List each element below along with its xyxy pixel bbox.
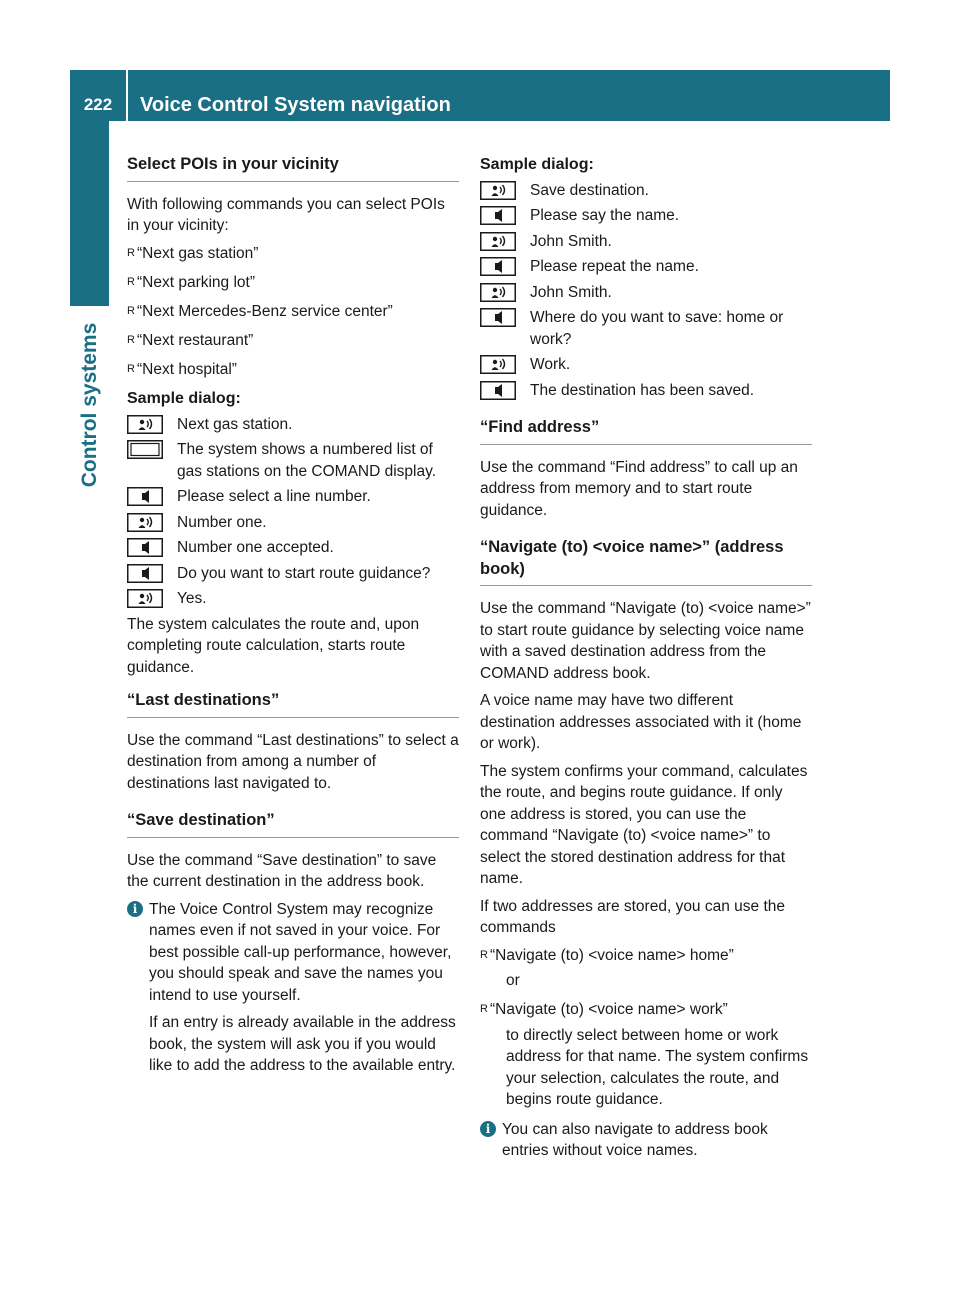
dialog-line — [480, 380, 812, 402]
navigate-text: A voice name may have two different destination addresses associated with it (home or work). — [480, 692, 802, 752]
dialog-line — [127, 486, 459, 508]
sample-dialog-label: Sample dialog: — [127, 390, 241, 407]
dialog-text: Please repeat the name. — [530, 258, 699, 275]
dialog-text: Where do you want to save: home or work? — [530, 309, 784, 348]
pois-heading: Select POIs in your vicinity — [127, 154, 459, 182]
system-speaker-icon — [480, 381, 516, 400]
list-item-detail: to directly select between home or work address for that name. The system confirms your selection, calculates the route, and begins route guidance. — [506, 1026, 809, 1108]
dialog-text: The system shows a numbered list of gas stations on the COMAND display. — [177, 441, 437, 480]
navigate-text: The system confirms your command, calculates the route, and begins route guidance. If only one address is stored, you can use the command “Navigate (to) <voice name>” to select the stored destination address for that name. — [480, 762, 808, 887]
sample-dialog — [480, 180, 812, 402]
header-divider — [126, 70, 128, 121]
dialog-text: Number one. — [177, 513, 267, 531]
dialog-text: Please say the name. — [530, 207, 680, 224]
find-address-heading: “Find address” — [480, 417, 812, 445]
info-note — [127, 899, 459, 1083]
page-title: Voice Control System navigation — [140, 94, 451, 116]
dialog-line — [480, 354, 812, 376]
navigate-text: Use the command “Navigate (to) <voice name>” to start route guidance by selecting voice name with a saved destination address from the COMAND address book. — [480, 600, 811, 682]
user-voice-icon — [127, 513, 163, 532]
system-speaker-icon — [127, 487, 163, 506]
display-icon — [127, 440, 163, 459]
dialog-line — [127, 512, 459, 534]
dialog-text: John Smith. — [530, 232, 612, 250]
system-speaker-icon — [127, 538, 163, 557]
left-column — [127, 150, 459, 1089]
after-dialog-text: The system calculates the route and, upon completing route calculation, starts route guidance. — [127, 615, 420, 676]
user-voice-icon — [127, 589, 163, 608]
dialog-line — [127, 537, 459, 559]
list-item: R “Next hospital” — [127, 360, 237, 378]
find-address-text: Use the command “Find address” to call up an address from memory and to start route guidance. — [480, 458, 798, 519]
dialog-line — [127, 563, 459, 585]
list-item: R “Next restaurant” — [127, 331, 254, 349]
dialog-line — [480, 307, 812, 350]
user-voice-icon — [480, 283, 516, 302]
system-speaker-icon — [127, 564, 163, 583]
dialog-text: Yes. — [177, 590, 207, 607]
dialog-line — [127, 414, 459, 436]
navigate-text: If two addresses are stored, you can use the commands — [480, 897, 786, 936]
info-icon: i — [480, 1121, 496, 1137]
system-speaker-icon — [480, 308, 516, 327]
dialog-text: Number one accepted. — [177, 539, 334, 556]
system-speaker-icon — [480, 257, 516, 276]
dialog-line — [127, 439, 459, 482]
save-destination-text: Use the command “Save destination” to save the current destination in the address book. — [127, 851, 437, 890]
save-destination-heading: “Save destination” — [127, 810, 459, 838]
sample-dialog — [127, 414, 459, 610]
pois-intro: With following commands you can select POIs in your vicinity: — [127, 195, 445, 234]
dialog-text: Next gas station. — [177, 415, 293, 433]
navigate-heading: “Navigate (to) <voice name>” (address book) — [480, 537, 812, 586]
dialog-text: The destination has been saved. — [530, 381, 755, 399]
system-speaker-icon — [480, 206, 516, 225]
info-note — [480, 1119, 812, 1168]
info-text: The Voice Control System may recognize names even if not saved in your voice. For best possible call-up performance, however, you should speak and save the names you intend to use yourself. — [149, 900, 452, 1004]
sidebar-section-label: Control systems — [77, 322, 101, 488]
list-item: R “Next gas station” — [127, 244, 259, 262]
page-number: 222 — [70, 70, 126, 121]
or-text: or — [506, 972, 520, 989]
list-item: R “Next Mercedes-Benz service center” — [127, 302, 393, 320]
dialog-text: Do you want to start route guidance? — [177, 564, 431, 582]
sample-dialog-label: Sample dialog: — [480, 156, 594, 173]
info-icon: i — [127, 901, 143, 917]
dialog-text: Please select a line number. — [177, 488, 371, 505]
pois-list — [127, 243, 459, 381]
user-voice-icon — [480, 181, 516, 200]
dialog-text: Work. — [530, 356, 571, 373]
dialog-line — [480, 282, 812, 304]
list-item: R “Navigate (to) <voice name> home” or — [480, 945, 812, 992]
last-destinations-heading: “Last destinations” — [127, 690, 459, 718]
dialog-line — [127, 588, 459, 610]
right-column — [480, 150, 812, 1174]
dialog-line — [480, 256, 812, 278]
list-item: R “Next parking lot” — [127, 273, 256, 291]
dialog-line — [480, 205, 812, 227]
sidebar-tab — [70, 121, 109, 306]
last-destinations-text: Use the command “Last destinations” to select a destination from among a number of destinations last navigated to. — [127, 731, 459, 792]
dialog-line — [480, 180, 812, 202]
dialog-text: Save destination. — [530, 181, 649, 199]
user-voice-icon — [127, 415, 163, 434]
navigate-commands-list — [480, 945, 812, 1111]
dialog-line — [480, 231, 812, 253]
list-item: R “Navigate (to) <voice name> work” to directly select between home or work address for that name. The system confirms your selection, calculates the route, and begins route guidance. — [480, 999, 812, 1111]
info-text: You can also navigate to address book entries without voice names. — [502, 1120, 768, 1159]
user-voice-icon — [480, 232, 516, 251]
user-voice-icon — [480, 355, 516, 374]
dialog-text: John Smith. — [530, 283, 612, 301]
info-text: If an entry is already available in the address book, the system will ask you if you would like to add the address to the available entry. — [149, 1014, 456, 1074]
